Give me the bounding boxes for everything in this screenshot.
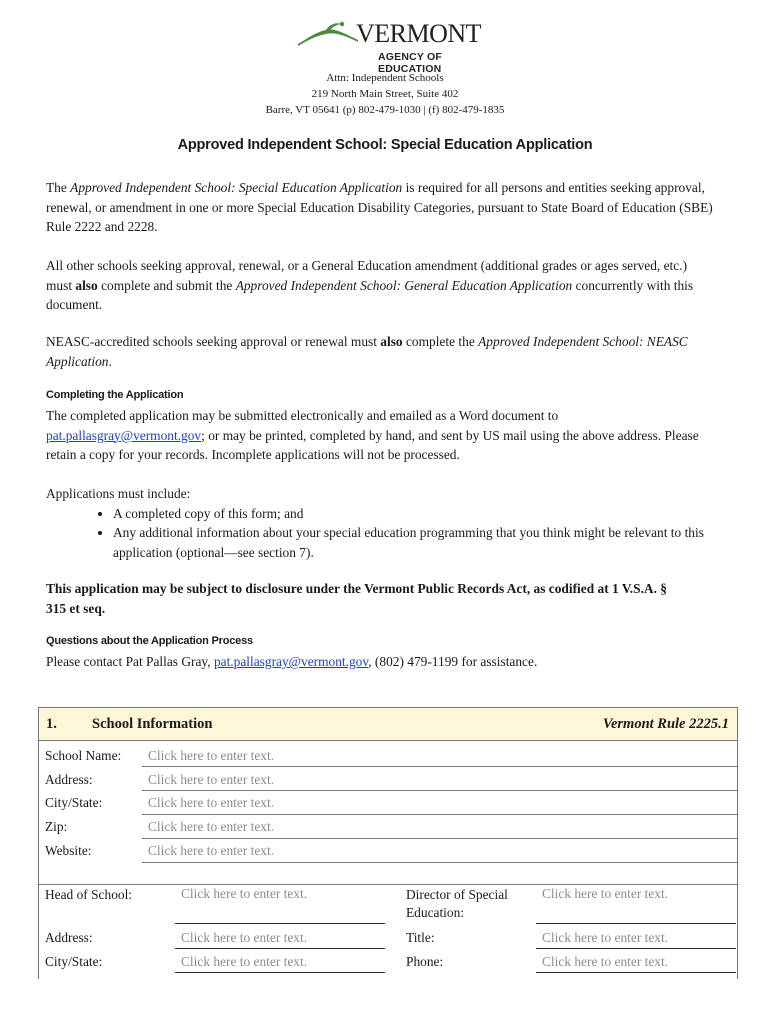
school-name-field[interactable]: Click here to enter text. — [148, 748, 275, 763]
field-underline — [536, 923, 736, 924]
text: The completed application may be submitted electronically and emailed as a Word document to — [46, 408, 559, 423]
field-underline — [175, 948, 385, 949]
requirements-block — [46, 484, 716, 562]
field-underline — [175, 923, 385, 924]
section-header — [38, 707, 738, 741]
questions-paragraph — [46, 652, 716, 672]
head-of-school-field[interactable]: Click here to enter text. — [181, 886, 308, 901]
address-line-2: 219 North Main Street, Suite 402 — [311, 88, 459, 100]
disclosure-notice: This application may be subject to disclosure under the Vermont Public Records Act, as codified at 1 V.S.A. § 315 et seq. — [46, 581, 667, 616]
text: ; or may be printed, completed by hand, and sent by US mail using the above address. Please retain a copy for your records. Incomplete applications will not be processed. — [46, 427, 699, 462]
section-number: 1. — [46, 716, 57, 732]
zip-field[interactable]: Click here to enter text. — [148, 819, 275, 834]
row-divider — [142, 814, 737, 815]
head-city-state-label: City/State: — [45, 954, 103, 969]
head-city-state-field[interactable]: Click here to enter text. — [181, 954, 308, 969]
row-divider — [142, 766, 737, 767]
questions-heading: Questions about the Application Process — [46, 635, 253, 647]
email-link[interactable]: pat.pallasgray@vermont.gov — [213, 654, 369, 669]
text: complete the — [402, 334, 479, 349]
field-underline — [536, 972, 736, 973]
school-information-section — [38, 707, 738, 979]
field-underline — [536, 948, 736, 949]
website-field[interactable]: Click here to enter text. — [148, 843, 275, 858]
table-border — [737, 740, 738, 979]
address-line-1: Attn: Independent Schools — [326, 72, 444, 84]
address-label: Address: — [45, 772, 93, 787]
form-name: Approved Independent School: Special Education Application — [70, 180, 403, 195]
form-name: Approved Independent School: General Education Application — [235, 277, 573, 293]
completing-heading: Completing the Application — [46, 389, 184, 401]
address-field[interactable]: Click here to enter text. — [148, 772, 275, 787]
section-rule: Vermont Rule 2225.1 — [602, 716, 729, 732]
vermont-aoe-logo — [296, 18, 482, 75]
school-name-label: School Name: — [45, 748, 122, 763]
text: concurrently with this document. — [46, 277, 694, 312]
completing-paragraph — [46, 406, 716, 465]
phone-field[interactable]: Click here to enter text. — [542, 954, 669, 969]
city-state-label: City/State: — [45, 795, 103, 810]
head-address-label: Address: — [45, 930, 93, 945]
logo-name: VERMONT — [356, 19, 482, 48]
table-border — [38, 740, 39, 979]
head-address-field[interactable]: Click here to enter text. — [181, 930, 308, 945]
row-divider — [142, 790, 737, 791]
emphasis: also — [380, 334, 403, 349]
title-field[interactable]: Click here to enter text. — [542, 930, 669, 945]
intro-paragraph-1 — [46, 178, 716, 237]
list-item: • A completed copy of this form; and — [113, 504, 716, 524]
intro-paragraph-2 — [46, 256, 716, 315]
website-label: Website: — [45, 843, 92, 858]
text: The — [46, 180, 71, 195]
row-divider — [142, 862, 737, 863]
section-title: School Information — [92, 716, 213, 732]
mountain-logo-icon — [296, 18, 360, 48]
list-item: • Any additional information about your special education programming that you think might be relevant to this application (optional—see section 7). — [113, 523, 716, 562]
city-state-field[interactable]: Click here to enter text. — [148, 795, 275, 810]
row-divider — [142, 838, 737, 839]
text: complete and submit the — [97, 277, 236, 293]
head-of-school-label: Head of School: — [45, 887, 133, 902]
text: . — [108, 353, 112, 369]
phone-label: Phone: — [406, 954, 444, 969]
text: , (802) 479-1199 for assistance. — [368, 654, 538, 669]
director-label: Director of Special Education: — [406, 887, 508, 920]
emphasis: also — [75, 277, 98, 293]
address-line-3: Barre, VT 05641 (p) 802-479-1030 | (f) 802-479-1835 — [265, 104, 505, 116]
text: is required for all persons and entities seeking approval, renewal, or amendment in one or more Special Education Disability Categories, pursuant to State Board of Education (SBE) Rule 2222 and 2228. — [46, 180, 713, 234]
mailing-address — [0, 70, 770, 118]
zip-label: Zip: — [45, 819, 68, 834]
text: Please contact Pat Pallas Gray, — [46, 654, 214, 669]
logo-subtitle: AGENCY OF EDUCATION — [378, 51, 443, 75]
requirements-list — [46, 504, 716, 563]
text: All other schools seeking approval, renewal, or a General Education amendment (additional grades or ages served, etc.) must — [46, 258, 688, 293]
form-name: Approved Independent School: NEASC Application — [46, 334, 688, 369]
page-title: Approved Independent School: Special Education Application — [177, 137, 593, 153]
email-link[interactable]: pat.pallasgray@vermont.gov — [46, 427, 202, 443]
field-underline — [175, 972, 385, 973]
intro-paragraph-3 — [46, 332, 716, 371]
title-label: Title: — [406, 930, 435, 945]
must-include-label: Applications must include: — [46, 486, 191, 501]
text: NEASC-accredited schools seeking approval or renewal must — [46, 334, 381, 349]
director-field[interactable]: Click here to enter text. — [542, 886, 669, 901]
